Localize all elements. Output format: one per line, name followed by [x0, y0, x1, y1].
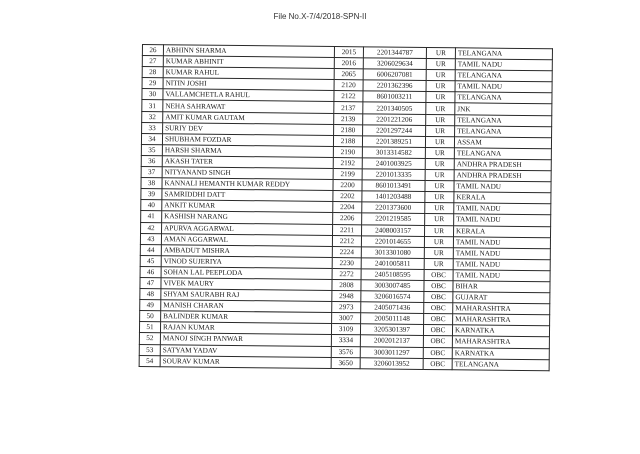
candidate-name-cell: KUMAR ABHINIT [163, 56, 334, 69]
candidate-name-cell: BALINDER KUMAR [161, 311, 332, 324]
roll-number-cell: 2201362396 [363, 80, 426, 92]
candidate-name-cell: SHUBHAM FOZDAR [162, 133, 333, 146]
candidate-name-cell: KANNALI HEMANTH KUMAR REDDY [162, 178, 333, 191]
rank-cell: 2190 [333, 146, 362, 157]
roll-number-cell: 8601003211 [363, 91, 426, 103]
file-number-header: File No.X-7/4/2018-SPN-II [273, 12, 367, 21]
rank-cell: 2200 [333, 180, 362, 191]
serial-number-cell: 50 [140, 311, 161, 322]
rank-cell: 2122 [334, 91, 363, 102]
category-cell: UR [426, 70, 455, 81]
candidate-name-cell: NITYANAND SINGH [162, 167, 333, 180]
candidate-name-cell: NEHA SAHRAWAT [163, 100, 334, 113]
roll-number-cell: 2201340505 [363, 102, 426, 114]
rank-cell: 2948 [332, 291, 361, 302]
state-cell: TELANGANA [455, 48, 552, 60]
serial-number-cell: 27 [142, 56, 163, 67]
category-cell: OBC [423, 325, 452, 336]
rank-cell: 2192 [333, 157, 362, 168]
serial-number-cell: 44 [140, 244, 161, 255]
roll-number-cell: 6006207081 [363, 69, 426, 81]
state-cell: ASSAM [454, 137, 551, 149]
candidate-name-cell: SAMRIDDHI DATT [162, 189, 333, 202]
roll-number-cell: 1401203488 [362, 191, 425, 203]
roll-number-cell: 2201013335 [362, 169, 425, 181]
roll-number-cell: 3003011297 [360, 346, 423, 358]
serial-number-cell: 45 [140, 255, 161, 266]
state-cell: TELANGANA [452, 358, 549, 370]
candidate-name-cell: KASHISH NARANG [162, 211, 333, 224]
serial-number-cell: 42 [141, 222, 162, 233]
state-cell: JNK [455, 103, 552, 115]
state-cell: TAMIL NADU [453, 236, 550, 248]
serial-number-cell: 53 [139, 344, 160, 355]
category-cell: UR [425, 181, 454, 192]
state-cell: KARNATKA [452, 347, 549, 359]
rank-cell: 3576 [331, 346, 360, 357]
serial-number-cell: 43 [140, 233, 161, 244]
rank-cell: 2137 [334, 102, 363, 113]
category-cell: OBC [424, 280, 453, 291]
rank-cell: 2016 [334, 58, 363, 69]
category-cell: UR [425, 203, 454, 214]
candidate-name-cell: MANOJ SINGH PANWAR [160, 333, 331, 346]
candidate-name-cell: SHYAM SAURABH RAJ [161, 289, 332, 302]
category-cell: UR [426, 125, 455, 136]
roll-number-cell: 3206029634 [363, 58, 426, 70]
candidate-name-cell: AKASH TATER [162, 156, 333, 169]
rank-cell: 2204 [333, 202, 362, 213]
serial-number-cell: 38 [141, 178, 162, 189]
state-cell: TAMIL NADU [453, 270, 550, 282]
state-cell: TAMIL NADU [453, 259, 550, 271]
serial-number-cell: 46 [140, 266, 161, 277]
rank-cell: 2202 [333, 191, 362, 202]
serial-number-cell: 31 [142, 100, 163, 111]
roll-number-cell: 2201373600 [362, 202, 425, 214]
state-cell: TAMIL NADU [453, 247, 550, 259]
category-cell: UR [425, 147, 454, 158]
roll-number-cell: 3206013952 [360, 357, 423, 369]
roll-number-cell: 8601013491 [362, 180, 425, 192]
roll-number-cell: 2405108595 [361, 269, 424, 281]
serial-number-cell: 49 [140, 300, 161, 311]
state-cell: TELANGANA [455, 70, 552, 82]
state-cell: MAHARASHTRA [452, 336, 549, 348]
candidate-name-cell: MANISH CHARAN [161, 300, 332, 313]
candidate-name-cell: HARSH SHARMA [162, 145, 333, 158]
category-cell: UR [425, 192, 454, 203]
roll-number-cell: 2405071436 [361, 302, 424, 314]
state-cell: ANDHRA PRADESH [454, 170, 551, 182]
rank-cell: 2808 [332, 279, 361, 290]
roll-number-cell: 2201297244 [363, 124, 426, 136]
rank-cell: 2188 [333, 135, 362, 146]
candidate-name-cell: AMIT KUMAR GAUTAM [163, 111, 334, 124]
roll-number-cell: 2005011148 [361, 313, 424, 325]
category-cell: OBC [424, 314, 453, 325]
state-cell: KERALA [454, 225, 551, 237]
serial-number-cell: 36 [141, 155, 162, 166]
category-cell: UR [425, 214, 454, 225]
serial-number-cell: 32 [142, 111, 163, 122]
candidate-name-cell: SATYAM YADAV [160, 344, 331, 357]
state-cell: MAHARASHTRA [453, 303, 550, 315]
roll-number-cell: 2201014655 [361, 235, 424, 247]
rank-cell: 3650 [331, 357, 360, 368]
category-cell: UR [426, 47, 455, 58]
category-cell: UR [426, 92, 455, 103]
candidate-table-wrapper [139, 44, 546, 371]
roll-number-cell: 3013301080 [361, 246, 424, 258]
roll-number-cell: 3013314582 [362, 147, 425, 159]
serial-number-cell: 48 [140, 289, 161, 300]
rank-cell: 2973 [332, 302, 361, 313]
roll-number-cell: 2401005811 [361, 258, 424, 270]
state-cell: BIHAR [453, 281, 550, 293]
category-cell: UR [425, 170, 454, 181]
category-cell: OBC [424, 303, 453, 314]
category-cell: UR [425, 158, 454, 169]
candidate-name-cell: AMAN AGGARWAL [161, 233, 332, 246]
state-cell: KERALA [454, 192, 551, 204]
state-cell: TAMIL NADU [455, 59, 552, 71]
category-cell: UR [426, 81, 455, 92]
candidate-name-cell: RAJAN KUMAR [160, 322, 331, 335]
category-cell: UR [426, 59, 455, 70]
serial-number-cell: 39 [141, 189, 162, 200]
roll-number-cell: 2201389251 [362, 136, 425, 148]
category-cell: OBC [424, 292, 453, 303]
state-cell: TAMIL NADU [455, 81, 552, 93]
rank-cell: 2272 [332, 268, 361, 279]
candidate-name-cell: KUMAR RAHUL [163, 67, 334, 80]
state-cell: TELANGANA [455, 114, 552, 126]
serial-number-cell: 52 [139, 333, 160, 344]
serial-number-cell: 41 [141, 211, 162, 222]
serial-number-cell: 40 [141, 200, 162, 211]
state-cell: TAMIL NADU [454, 181, 551, 193]
roll-number-cell: 2201344787 [363, 47, 426, 59]
category-cell: OBC [423, 347, 452, 358]
rank-cell: 3007 [332, 313, 361, 324]
rank-cell: 3109 [331, 324, 360, 335]
serial-number-cell: 51 [139, 322, 160, 333]
serial-number-cell: 30 [142, 89, 163, 100]
category-cell: UR [424, 236, 453, 247]
state-cell: ANDHRA PRADESH [454, 159, 551, 171]
candidate-name-cell: ANKIT KUMAR [162, 200, 333, 213]
rank-cell: 2180 [334, 124, 363, 135]
state-cell: TELANGANA [455, 92, 552, 104]
category-cell: UR [425, 225, 454, 236]
serial-number-cell: 47 [140, 277, 161, 288]
serial-number-cell: 29 [142, 78, 163, 89]
roll-number-cell: 3003007485 [361, 280, 424, 292]
state-cell: TELANGANA [454, 148, 551, 160]
category-cell: UR [424, 247, 453, 258]
rank-cell: 3334 [331, 335, 360, 346]
serial-number-cell: 33 [142, 122, 163, 133]
state-cell: TELANGANA [455, 125, 552, 137]
state-cell: KARNATKA [452, 325, 549, 337]
candidate-name-cell: VIVEK MAURY [161, 278, 332, 291]
roll-number-cell: 3205301397 [360, 324, 423, 336]
rank-cell: 2120 [334, 80, 363, 91]
serial-number-cell: 37 [141, 167, 162, 178]
serial-number-cell: 26 [142, 45, 163, 56]
category-cell: UR [426, 114, 455, 125]
candidate-name-cell: SOHAN LAL PEEPLODA [161, 267, 332, 280]
state-cell: GUJARAT [453, 292, 550, 304]
rank-cell: 2212 [332, 235, 361, 246]
rank-cell: 2139 [334, 113, 363, 124]
rank-cell: 2206 [333, 213, 362, 224]
rank-cell: 2015 [334, 47, 363, 58]
rank-cell: 2199 [333, 169, 362, 180]
serial-number-cell: 35 [141, 144, 162, 155]
candidate-name-cell: AMBADUT MISHRA [161, 244, 332, 257]
candidate-table [139, 44, 553, 371]
roll-number-cell: 2201219585 [362, 213, 425, 225]
state-cell: TAMIL NADU [454, 214, 551, 226]
roll-number-cell: 2401003925 [362, 158, 425, 170]
serial-number-cell: 54 [139, 355, 160, 366]
roll-number-cell: 2201221206 [363, 113, 426, 125]
roll-number-cell: 3206016574 [361, 291, 424, 303]
candidate-name-cell: APURVA AGGARWAL [162, 222, 333, 235]
rank-cell: 2211 [333, 224, 362, 235]
category-cell: OBC [424, 269, 453, 280]
serial-number-cell: 34 [141, 133, 162, 144]
candidate-name-cell: NITIN JOSHI [163, 78, 334, 91]
category-cell: UR [425, 136, 454, 147]
category-cell: UR [426, 103, 455, 114]
rank-cell: 2065 [334, 69, 363, 80]
candidate-name-cell: VINOD SUJERIYA [161, 255, 332, 268]
state-cell: TAMIL NADU [454, 203, 551, 215]
serial-number-cell: 28 [142, 67, 163, 78]
roll-number-cell: 2408003157 [362, 224, 425, 236]
state-cell: MAHARASHTRA [453, 314, 550, 326]
candidate-name-cell: ABHINN SHARMA [163, 45, 334, 58]
candidate-name-cell: VALLAMCHETLA RAHUL [163, 89, 334, 102]
rank-cell: 2230 [332, 257, 361, 268]
category-cell: OBC [423, 336, 452, 347]
candidate-name-cell: SOURAV KUMAR [160, 355, 331, 368]
candidate-name-cell: SURIY DEV [163, 122, 334, 135]
category-cell: OBC [423, 358, 452, 369]
rank-cell: 2224 [332, 246, 361, 257]
category-cell: UR [424, 258, 453, 269]
roll-number-cell: 2002012137 [360, 335, 423, 347]
